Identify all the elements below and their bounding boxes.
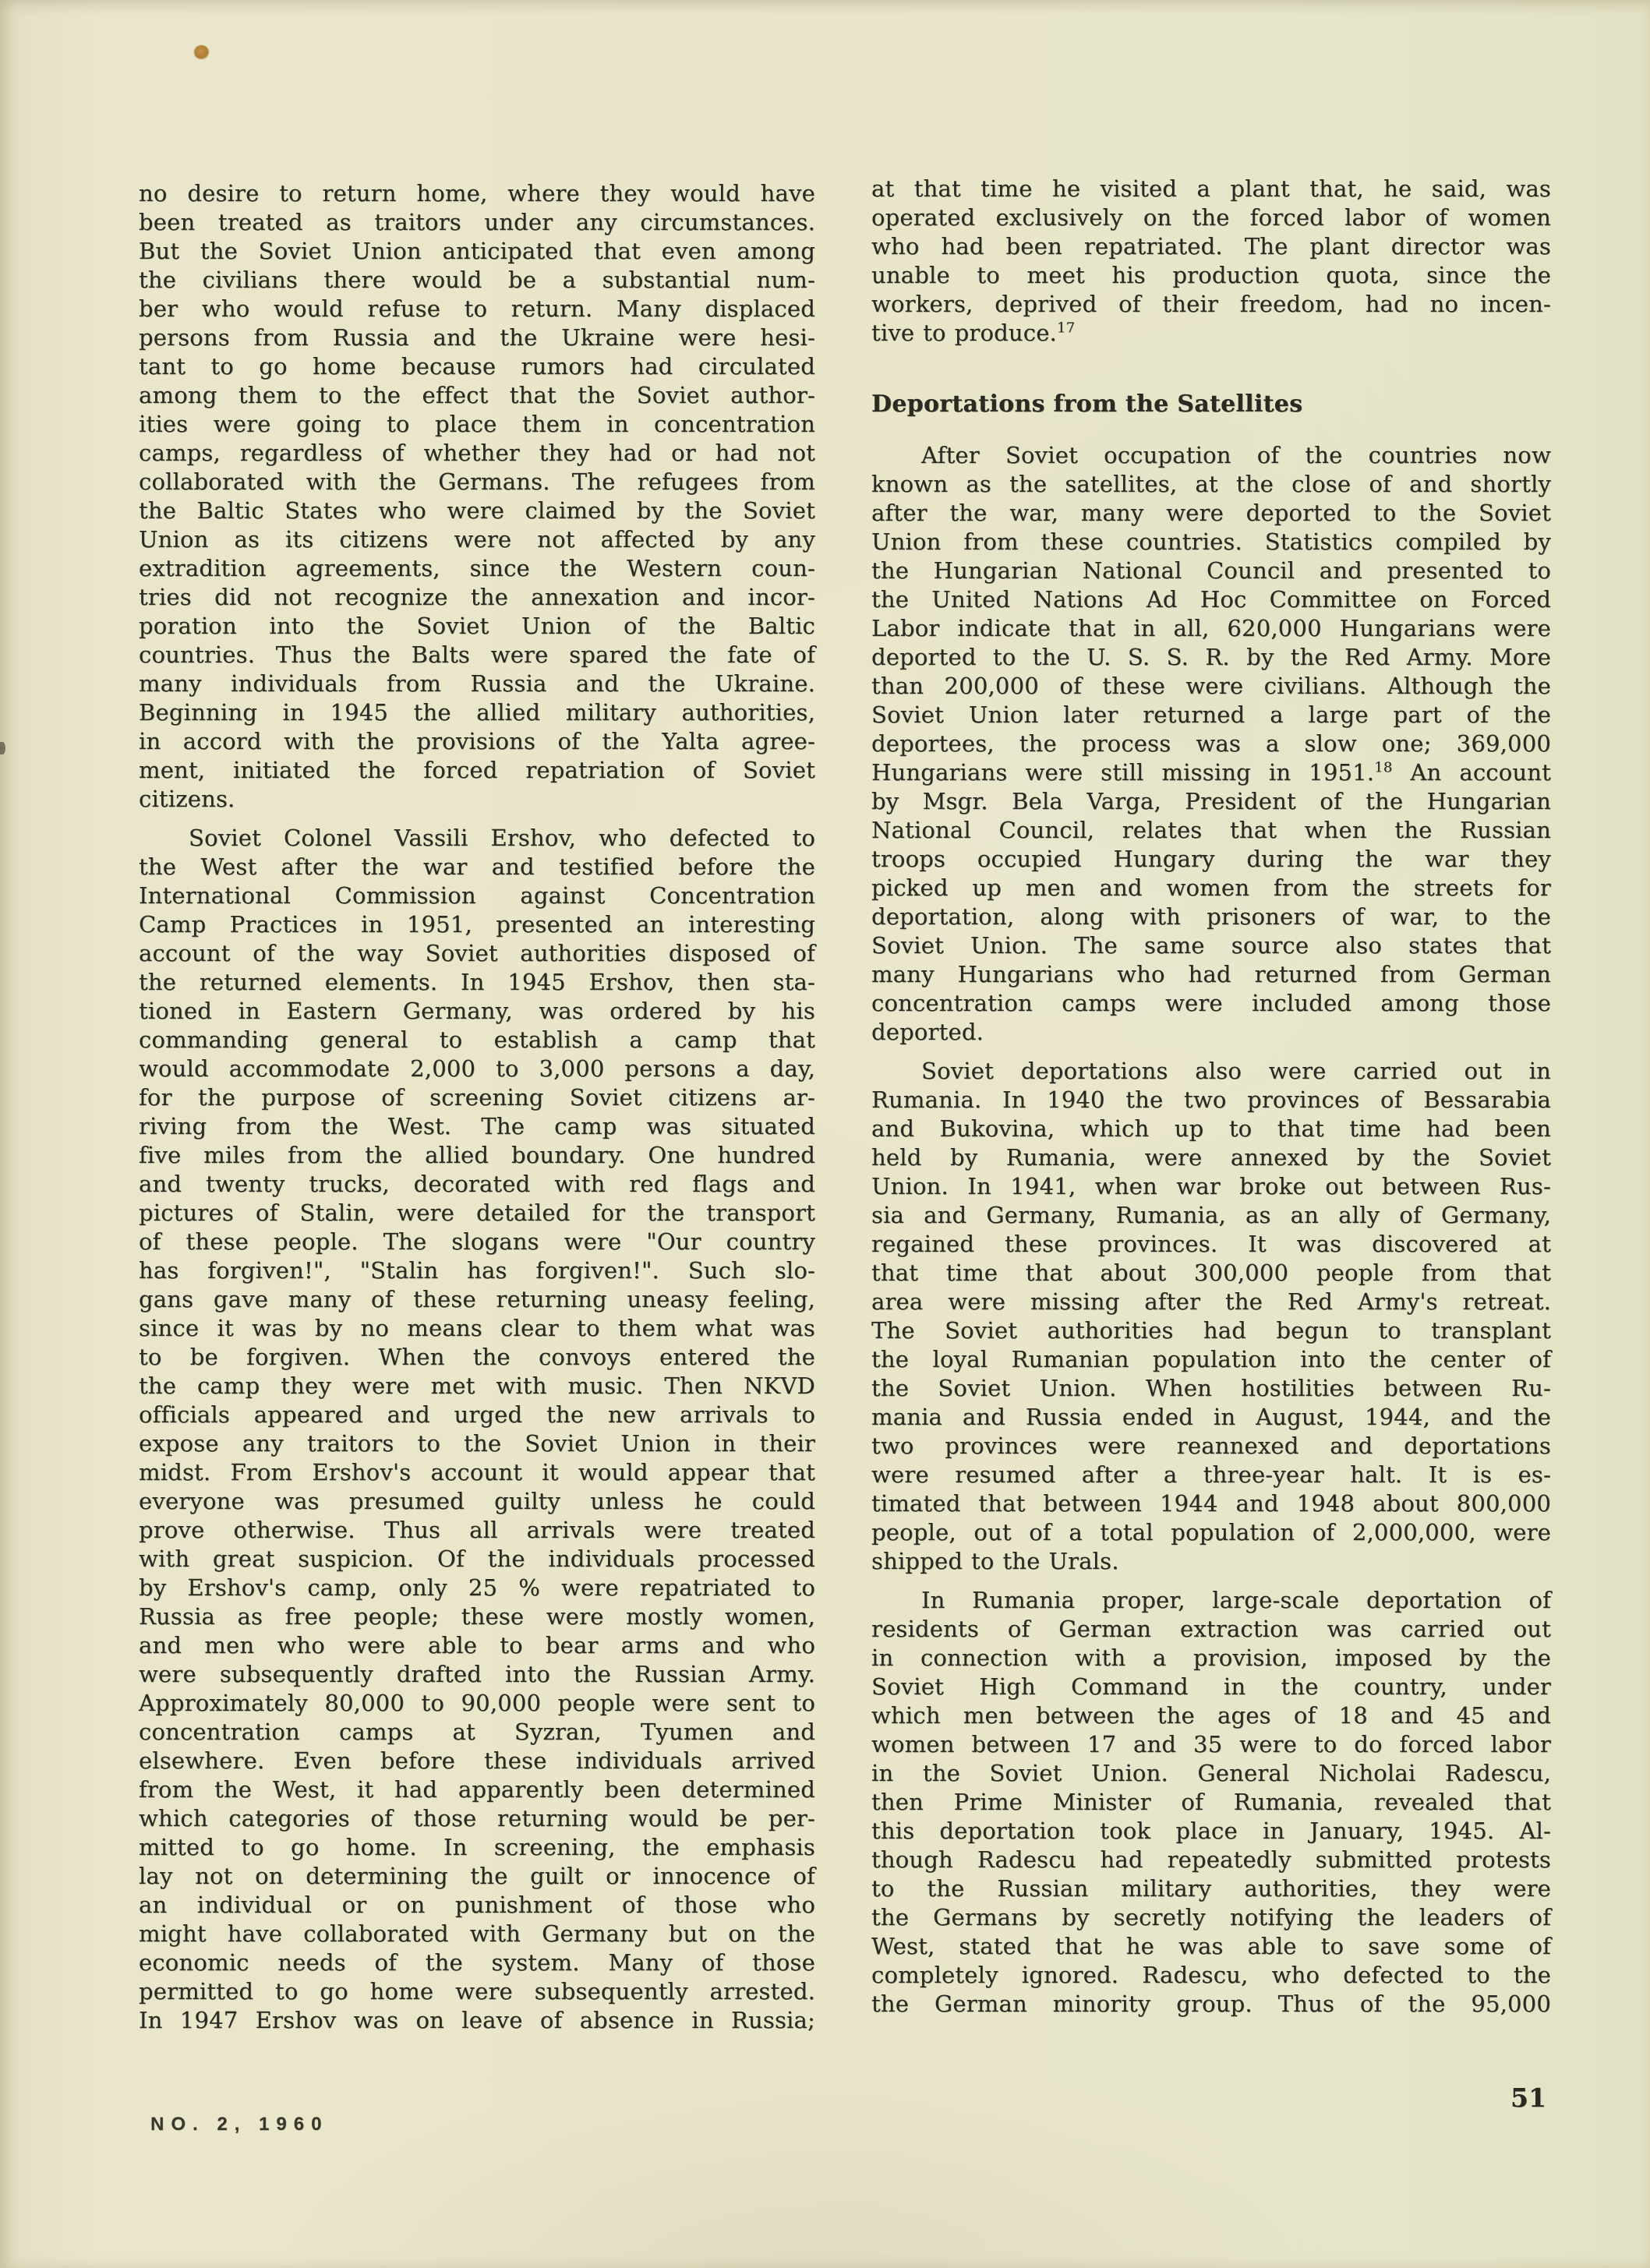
text-line: timated that between 1944 and 1948 about 800,000 bbox=[871, 1490, 1551, 1517]
text-line: from the West, it had apparently been determined bbox=[139, 1776, 815, 1803]
text-line: In 1947 Ershov was on leave of absence in Russia; bbox=[139, 2007, 815, 2033]
text-line: poration into the Soviet Union of the Baltic bbox=[139, 613, 815, 639]
text-line: Soviet deportations also were carried out in bbox=[921, 1058, 1551, 1084]
text-line: and Bukovina, which up to that time had been bbox=[871, 1115, 1551, 1142]
text-line: five miles from the allied boundary. One hundred bbox=[139, 1142, 815, 1168]
text-line: been treated as traitors under any circumstances. bbox=[139, 209, 815, 235]
text-line: in the Soviet Union. General Nicholai Radescu, bbox=[871, 1760, 1551, 1786]
text-line: in connection with a provision, imposed by the bbox=[871, 1644, 1551, 1671]
text-line: pictures of Stalin, were detailed for the transport bbox=[139, 1199, 815, 1226]
text-line: the returned elements. In 1945 Ershov, then sta- bbox=[139, 969, 815, 995]
text-line: deported to the U. S. S. R. by the Red Army. More bbox=[871, 644, 1551, 670]
text-line: Union from these countries. Statistics compiled by bbox=[871, 528, 1551, 555]
text-line: might have collaborated with Germany but on the bbox=[139, 1920, 815, 1947]
text-line: Approximately 80,000 to 90,000 people were sent to bbox=[139, 1690, 815, 1716]
text-line: which categories of those returning would be per- bbox=[139, 1805, 815, 1832]
text-line: Labor indicate that in all, 620,000 Hungarians were bbox=[871, 615, 1551, 641]
text-line: an individual or on punishment of those who bbox=[139, 1892, 815, 1918]
paragraph bbox=[139, 179, 815, 814]
text-line: that time that about 300,000 people from that bbox=[871, 1259, 1551, 1286]
text-line: Camp Practices in 1951, presented an interesting bbox=[139, 911, 815, 938]
text-line: The Soviet authorities had begun to transplant bbox=[871, 1317, 1551, 1344]
text-line: ber who would refuse to return. Many displaced bbox=[139, 295, 815, 322]
text-line: then Prime Minister of Rumania, revealed that bbox=[871, 1789, 1551, 1815]
text-line: countries. Thus the Balts were spared the fate of bbox=[139, 641, 815, 668]
text-line: Soviet Union later returned a large part of the bbox=[871, 701, 1551, 728]
text-line: Union as its citizens were not affected by any bbox=[139, 526, 815, 553]
text-line: the camp they were met with music. Then NKVD bbox=[139, 1372, 815, 1399]
text-line: elsewhere. Even before these individuals arrived bbox=[139, 1747, 815, 1774]
paragraph bbox=[871, 1586, 1551, 2019]
text-line: the Germans by secretly notifying the leaders of bbox=[871, 1904, 1551, 1931]
text-line: But the Soviet Union anticipated that even among bbox=[139, 238, 815, 264]
text-line: and twenty trucks, decorated with red flags and bbox=[139, 1171, 815, 1197]
paragraph bbox=[139, 824, 815, 2035]
text-line: account of the way Soviet authorities disposed of bbox=[139, 940, 815, 966]
text-line: held by Rumania, were annexed by the Soviet bbox=[871, 1144, 1551, 1171]
text-line: since it was by no means clear to them what was bbox=[139, 1315, 815, 1341]
text-line: completely ignored. Radescu, who defected to the bbox=[871, 1962, 1551, 1988]
text-line: Rumania. In 1940 the two provinces of Bessarabia bbox=[871, 1086, 1551, 1113]
text-line: unable to meet his production quota, since the bbox=[871, 262, 1551, 288]
text-line: no desire to return home, where they would have bbox=[139, 180, 815, 207]
text-line: Hungarians were still missing in 1951.18 An account bbox=[871, 759, 1551, 786]
text-line: residents of German extraction was carried out bbox=[871, 1616, 1551, 1642]
text-line: prove otherwise. Thus all arrivals were treated bbox=[139, 1517, 815, 1543]
text-line: with great suspicion. Of the individuals processed bbox=[139, 1546, 815, 1572]
text-line: tioned in Eastern Germany, was ordered by his bbox=[139, 998, 815, 1024]
paragraph bbox=[871, 441, 1551, 1047]
text-line: collaborated with the Germans. The refugees from bbox=[139, 468, 815, 495]
text-line: lay not on determining the guilt or innocence of bbox=[139, 1863, 815, 1889]
text-line: known as the satellites, at the close of and shortly bbox=[871, 471, 1551, 497]
text-line: to the Russian military authorities, they were bbox=[871, 1875, 1551, 1902]
text-line: deported. bbox=[871, 1019, 984, 1045]
text-line: International Commission against Concentration bbox=[139, 882, 815, 909]
text-line: and men who were able to bear arms and who bbox=[139, 1632, 815, 1659]
text-line: midst. From Ershov's account it would appear that bbox=[139, 1459, 815, 1486]
text-line: which men between the ages of 18 and 45 and bbox=[871, 1702, 1551, 1729]
text-line: Union. In 1941, when war broke out between Rus- bbox=[871, 1173, 1551, 1199]
text-line: though Radescu had repeatedly submitted protests bbox=[871, 1846, 1551, 1873]
text-line: the Hungarian National Council and presented to bbox=[871, 557, 1551, 584]
footnote-reference: 18 bbox=[1374, 759, 1393, 776]
text-line: were subsequently drafted into the Russian Army. bbox=[139, 1661, 815, 1687]
text-line: persons from Russia and the Ukraine were hesi- bbox=[139, 324, 815, 351]
text-line: ment, initiated the forced repatriation of Soviet bbox=[139, 757, 815, 783]
text-line: would accommodate 2,000 to 3,000 persons a day, bbox=[139, 1055, 815, 1082]
text-line: Soviet Colonel Vassili Ershov, who defected to bbox=[189, 825, 815, 851]
text-line: the loyal Rumanian population into the center of bbox=[871, 1346, 1551, 1372]
text-line: the Soviet Union. When hostilities between Ru- bbox=[871, 1375, 1551, 1401]
scan-edge-speck bbox=[0, 742, 5, 754]
text-line: two provinces were reannexed and deportations bbox=[871, 1433, 1551, 1459]
text-line: many individuals from Russia and the Ukraine. bbox=[139, 670, 815, 697]
text-line: concentration camps were included among those bbox=[871, 990, 1551, 1016]
text-line: economic needs of the system. Many of those bbox=[139, 1949, 815, 1976]
text-line: expose any traitors to the Soviet Union in their bbox=[139, 1430, 815, 1457]
paragraph bbox=[871, 1057, 1551, 1576]
text-line: who had been repatriated. The plant director was bbox=[871, 233, 1551, 260]
left-column bbox=[139, 179, 815, 2035]
text-line: everyone was presumed guilty unless he could bbox=[139, 1488, 815, 1514]
text-line: camps, regardless of whether they had or had not bbox=[139, 440, 815, 466]
text-line: commanding general to establish a camp that bbox=[139, 1026, 815, 1053]
text-line: In Rumania proper, large-scale deportation of bbox=[921, 1587, 1551, 1613]
text-line: of these people. The slogans were "Our country bbox=[139, 1228, 815, 1255]
text-line: sia and Germany, Rumania, as an ally of Germany, bbox=[871, 1202, 1551, 1228]
text-line: After Soviet occupation of the countries now bbox=[921, 442, 1551, 468]
text-line: Russia as free people; these were mostly women, bbox=[139, 1603, 815, 1630]
text-line: troops occupied Hungary during the war they bbox=[871, 846, 1551, 872]
text-line: mitted to go home. In screening, the emphasis bbox=[139, 1834, 815, 1860]
text-line: the German minority group. Thus of the 95,000 bbox=[871, 1991, 1551, 2017]
text-line: by Ershov's camp, only 25 % were repatriated to bbox=[139, 1574, 815, 1601]
paper-stain bbox=[194, 45, 209, 59]
text-line: West, stated that he was able to save some of bbox=[871, 1933, 1551, 1959]
text-line: women between 17 and 35 were to do forced labor bbox=[871, 1731, 1551, 1758]
issue-footer: NO. 2, 1960 bbox=[150, 2114, 329, 2135]
right-column bbox=[871, 175, 1551, 2019]
page-number: 51 bbox=[1510, 2083, 1546, 2113]
text-line: in accord with the provisions of the Yalta agree- bbox=[139, 728, 815, 754]
text-line: officials appeared and urged the new arrivals to bbox=[139, 1401, 815, 1428]
text-line: Beginning in 1945 the allied military authorities, bbox=[139, 699, 815, 726]
text-line: this deportation took place in January, 1945. Al- bbox=[871, 1818, 1551, 1844]
text-line: ities were going to place them in concentration bbox=[139, 411, 815, 437]
text-line: picked up men and women from the streets for bbox=[871, 874, 1551, 901]
text-line: regained these provinces. It was discovered at bbox=[871, 1231, 1551, 1257]
text-line: tive to produce.$^{17}$ bbox=[871, 320, 1076, 346]
text-line: mania and Russia ended in August, 1944, and the bbox=[871, 1404, 1551, 1430]
text-line: people, out of a total population of 2,000,000, were bbox=[871, 1519, 1551, 1546]
text-line: tries did not recognize the annexation and incor- bbox=[139, 584, 815, 610]
text-line: deportees, the process was a slow one; 369,000 bbox=[871, 730, 1551, 757]
text-line: deportation, along with prisoners of war, to the bbox=[871, 903, 1551, 930]
text-line: the West after the war and testified before the bbox=[139, 853, 815, 880]
text-line: citizens. bbox=[139, 786, 235, 812]
text-line: tant to go home because rumors had circulated bbox=[139, 353, 815, 380]
text-line: National Council, relates that when the Russian bbox=[871, 817, 1551, 843]
text-line: many Hungarians who had returned from German bbox=[871, 961, 1551, 987]
text-line: area were missing after the Red Army's retreat. bbox=[871, 1288, 1551, 1315]
text-line: the Baltic States who were claimed by the Soviet bbox=[139, 497, 815, 524]
paragraph bbox=[871, 175, 1551, 348]
text-line: extradition agreements, since the Western coun- bbox=[139, 555, 815, 581]
text-line: workers, deprived of their freedom, had no incen- bbox=[871, 291, 1551, 317]
text-line: at that time he visited a plant that, he said, was bbox=[871, 175, 1551, 202]
text-line: after the war, many were deported to the Soviet bbox=[871, 500, 1551, 526]
text-line: to be forgiven. When the convoys entered the bbox=[139, 1344, 815, 1370]
text-line: the United Nations Ad Hoc Committee on Forced bbox=[871, 586, 1551, 613]
text-line: Soviet High Command in the country, under bbox=[871, 1673, 1551, 1700]
text-line: concentration camps at Syzran, Tyumen and bbox=[139, 1719, 815, 1745]
text-line: by Msgr. Bela Varga, President of the Hungarian bbox=[871, 788, 1551, 814]
text-line: has forgiven!", "Stalin has forgiven!". Such slo- bbox=[139, 1257, 815, 1284]
text-line: riving from the West. The camp was situated bbox=[139, 1113, 815, 1139]
text-line: gans gave many of these returning uneasy feeling, bbox=[139, 1286, 815, 1312]
text-line: were resumed after a three-year halt. It is es- bbox=[871, 1461, 1551, 1488]
text-line: Soviet Union. The same source also states that bbox=[871, 932, 1551, 959]
text-line: permitted to go home were subsequently arrested. bbox=[139, 1978, 815, 2005]
text-line: operated exclusively on the forced labor of women bbox=[871, 204, 1551, 231]
text-line: among them to the effect that the Soviet author- bbox=[139, 382, 815, 408]
footnote-reference: 17 bbox=[1056, 320, 1076, 337]
text-line: the civilians there would be a substantial num- bbox=[139, 267, 815, 293]
text-line: than 200,000 of these were civilians. Although the bbox=[871, 673, 1551, 699]
text-line: shipped to the Urals. bbox=[871, 1548, 1119, 1574]
text-line: for the purpose of screening Soviet citizens ar- bbox=[139, 1084, 815, 1111]
section-heading: Deportations from the Satellites bbox=[871, 390, 1303, 418]
